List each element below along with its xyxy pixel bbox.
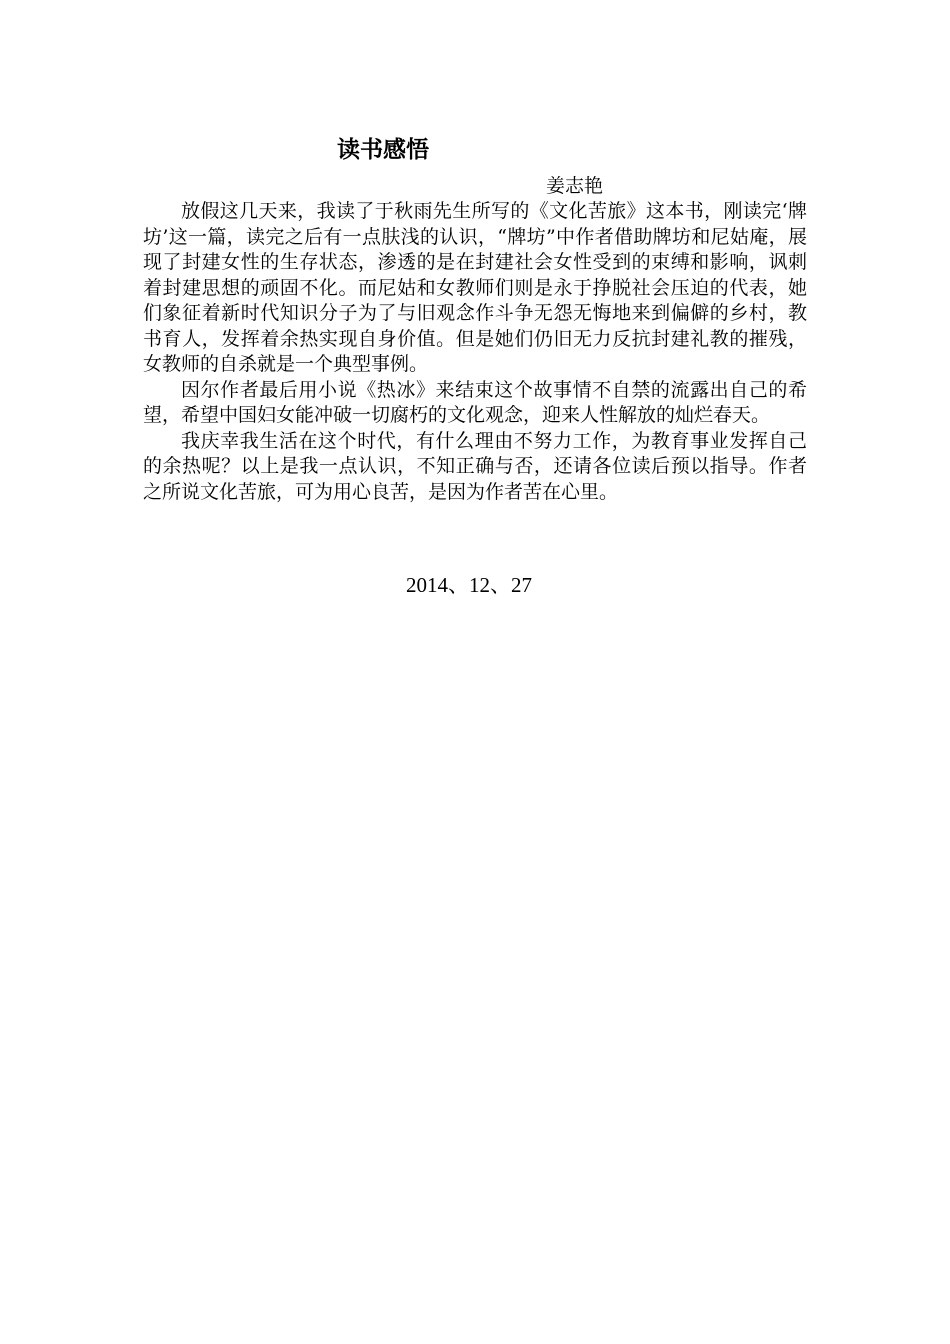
paragraph: 我庆幸我生活在这个时代，有什么理由不努力工作，为教育事业发挥自己的余热呢？以上是我一点认识，不知正确与否，还请各位读后预以指导。作者之所说文化苦旅，可为用心良苦，是因为作者苦在心里。 [143,429,807,503]
paragraph: 放假这几天来，我读了于秋雨先生所写的《文化苦旅》这本书，刚读完‘牌坊’这一篇，读完之后有一点肤浅的认识，“牌坊”中作者借助牌坊和尼姑庵，展现了封建女性的生存状态，渗透的是在封建社会女性受到的束缚和影响，讽刺着封建思想的顽固不化。而尼姑和女教师们则是永于挣脱社会压迫的代表，她们象征着新时代知识分子为了与旧观念作斗争无怨无悔地来到偏僻的乡村，教书育人，发挥着余热实现自身价值。但是她们仍旧无力反抗封建礼教的摧残，女教师的自杀就是一个典型事例。 [143,200,807,375]
document-title: 读书感悟 [337,137,429,163]
author-name: 姜志艳 [546,175,604,197]
paragraph: 因尔作者最后用小说《热冰》来结束这个故事情不自禁的流露出自己的希望，希望中国妇女能冲破一切腐朽的文化观念，迎来人性解放的灿烂春天。 [143,378,807,426]
document-date: 2014、12、27 [406,573,532,597]
document-body [143,199,807,505]
